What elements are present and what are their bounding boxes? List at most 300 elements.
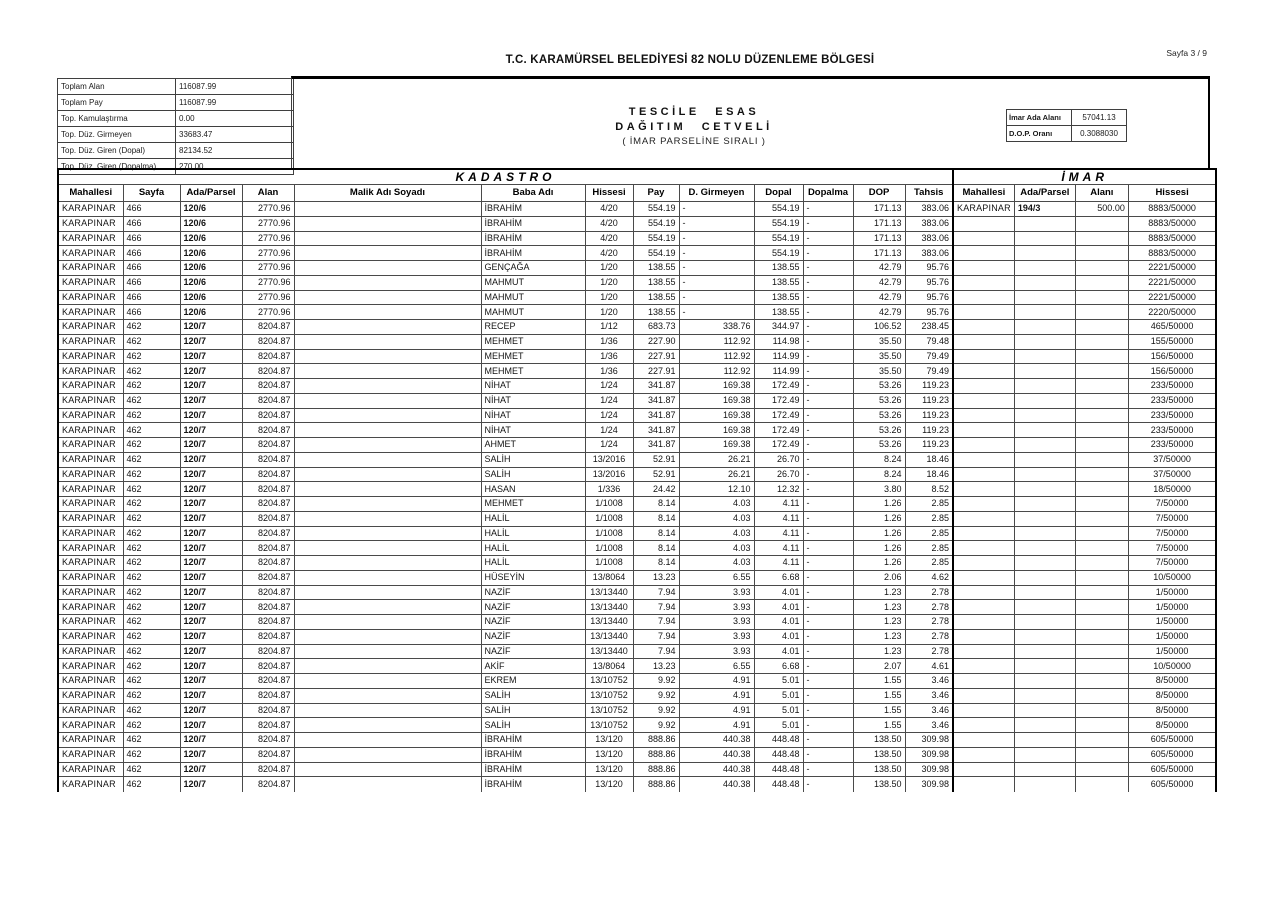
- summary-value: 116087.99: [176, 95, 294, 111]
- table-cell: [1075, 585, 1128, 600]
- table-cell: İBRAHİM: [481, 246, 585, 261]
- table-cell: 6.55: [679, 659, 754, 674]
- table-cell: 120/7: [180, 467, 242, 482]
- table-cell: [1014, 320, 1075, 335]
- table-cell: KARAPINAR: [58, 541, 123, 556]
- table-cell: KARAPINAR: [58, 231, 123, 246]
- table-cell: [294, 644, 481, 659]
- table-cell: -: [803, 438, 853, 453]
- table-cell: 13/10752: [585, 703, 633, 718]
- table-cell: 2770.96: [242, 246, 294, 261]
- table-cell: 138.55: [633, 275, 679, 290]
- table-cell: KARAPINAR: [58, 703, 123, 718]
- table-cell: KARAPINAR: [58, 526, 123, 541]
- table-cell: 462: [123, 674, 180, 689]
- table-cell: [1014, 526, 1075, 541]
- table-cell: 8/50000: [1128, 718, 1216, 733]
- table-cell: [294, 231, 481, 246]
- table-row: [58, 246, 1216, 261]
- table-cell: 440.38: [679, 762, 754, 777]
- table-cell: 448.48: [754, 762, 803, 777]
- table-row: [58, 334, 1216, 349]
- table-cell: -: [803, 659, 853, 674]
- table-cell: 114.99: [754, 349, 803, 364]
- column-header: Malik Adı Soyadı: [294, 185, 481, 202]
- table-cell: 1/20: [585, 290, 633, 305]
- table-cell: 1.26: [853, 526, 905, 541]
- table-row: [58, 541, 1216, 556]
- table-cell: NAZİF: [481, 585, 585, 600]
- table-cell: [953, 261, 1014, 276]
- table-cell: 1/24: [585, 379, 633, 394]
- table-cell: [953, 718, 1014, 733]
- table-cell: [294, 320, 481, 335]
- table-cell: NAZİF: [481, 629, 585, 644]
- table-cell: 8204.87: [242, 541, 294, 556]
- table-cell: [1075, 511, 1128, 526]
- table-cell: KARAPINAR: [58, 733, 123, 748]
- table-cell: [1075, 541, 1128, 556]
- table-cell: 95.76: [905, 305, 953, 320]
- table-cell: 120/7: [180, 644, 242, 659]
- table-cell: 338.76: [679, 320, 754, 335]
- table-cell: [294, 526, 481, 541]
- table-cell: [1014, 334, 1075, 349]
- table-cell: 462: [123, 364, 180, 379]
- table-cell: -: [803, 703, 853, 718]
- table-cell: 1.23: [853, 600, 905, 615]
- table-cell: 8204.87: [242, 703, 294, 718]
- table-cell: NAZİF: [481, 644, 585, 659]
- table-cell: -: [803, 452, 853, 467]
- table-cell: 466: [123, 202, 180, 217]
- table-cell: 554.19: [633, 231, 679, 246]
- table-cell: -: [803, 629, 853, 644]
- table-cell: 1/24: [585, 423, 633, 438]
- table-cell: 4.11: [754, 526, 803, 541]
- table-cell: [1014, 364, 1075, 379]
- table-cell: 12.32: [754, 482, 803, 497]
- table-cell: İBRAHİM: [481, 216, 585, 231]
- table-cell: [294, 364, 481, 379]
- summary-row: [58, 143, 294, 159]
- table-cell: -: [803, 541, 853, 556]
- table-cell: [294, 659, 481, 674]
- table-row: [58, 688, 1216, 703]
- table-cell: 8883/50000: [1128, 216, 1216, 231]
- table-cell: [1014, 290, 1075, 305]
- table-cell: 119.23: [905, 438, 953, 453]
- table-cell: 5.01: [754, 718, 803, 733]
- table-cell: 53.26: [853, 408, 905, 423]
- table-cell: KARAPINAR: [58, 644, 123, 659]
- table-cell: 888.86: [633, 747, 679, 762]
- table-cell: NİHAT: [481, 393, 585, 408]
- table-cell: [1014, 511, 1075, 526]
- table-cell: -: [679, 275, 754, 290]
- table-cell: 120/7: [180, 438, 242, 453]
- dop-orani-value: 0.3088030: [1072, 126, 1127, 142]
- table-cell: [1075, 526, 1128, 541]
- table-cell: 8204.87: [242, 718, 294, 733]
- table-cell: 7.94: [633, 644, 679, 659]
- table-cell: [1075, 777, 1128, 792]
- table-cell: 383.06: [905, 216, 953, 231]
- table-cell: 4.11: [754, 511, 803, 526]
- table-cell: 8204.87: [242, 438, 294, 453]
- table-cell: 554.19: [754, 246, 803, 261]
- summary-table-body: [58, 79, 294, 175]
- table-cell: 120/6: [180, 305, 242, 320]
- table-cell: 1.26: [853, 497, 905, 512]
- table-cell: [1075, 467, 1128, 482]
- table-row: [58, 231, 1216, 246]
- table-cell: [294, 585, 481, 600]
- table-cell: 8204.87: [242, 379, 294, 394]
- summary-value: 82134.52: [176, 143, 294, 159]
- table-cell: 233/50000: [1128, 379, 1216, 394]
- table-cell: -: [803, 423, 853, 438]
- table-cell: 120/7: [180, 762, 242, 777]
- table-cell: 8204.87: [242, 556, 294, 571]
- table-cell: 7.94: [633, 600, 679, 615]
- table-cell: 2.85: [905, 556, 953, 571]
- table-cell: 605/50000: [1128, 777, 1216, 792]
- table-row: [58, 570, 1216, 585]
- table-cell: [1075, 556, 1128, 571]
- table-cell: [1014, 467, 1075, 482]
- subtitle-line-3: ( İMAR PARSELİNE SIRALI ): [622, 136, 766, 147]
- table-cell: [1075, 438, 1128, 453]
- table-row: [58, 703, 1216, 718]
- table-cell: 2770.96: [242, 275, 294, 290]
- table-cell: 8.24: [853, 467, 905, 482]
- table-cell: 440.38: [679, 747, 754, 762]
- table-cell: 8204.87: [242, 364, 294, 379]
- table-cell: KARAPINAR: [58, 497, 123, 512]
- table-cell: KARAPINAR: [58, 305, 123, 320]
- table-cell: [1014, 733, 1075, 748]
- table-cell: 462: [123, 334, 180, 349]
- table-cell: -: [803, 482, 853, 497]
- table-cell: 18/50000: [1128, 482, 1216, 497]
- table-cell: KARAPINAR: [58, 349, 123, 364]
- table-cell: [953, 615, 1014, 630]
- table-cell: 95.76: [905, 261, 953, 276]
- table-row: [58, 423, 1216, 438]
- table-cell: 12.10: [679, 482, 754, 497]
- table-cell: 888.86: [633, 762, 679, 777]
- table-cell: 172.49: [754, 423, 803, 438]
- table-cell: 341.87: [633, 393, 679, 408]
- table-cell: 466: [123, 231, 180, 246]
- table-cell: MAHMUT: [481, 275, 585, 290]
- table-cell: 462: [123, 688, 180, 703]
- table-cell: [953, 408, 1014, 423]
- table-cell: [1075, 408, 1128, 423]
- table-cell: 462: [123, 733, 180, 748]
- table-cell: -: [803, 570, 853, 585]
- table-cell: 114.98: [754, 334, 803, 349]
- table-cell: 4.01: [754, 629, 803, 644]
- table-cell: MEHMET: [481, 334, 585, 349]
- table-cell: 1/50000: [1128, 644, 1216, 659]
- table-cell: -: [679, 261, 754, 276]
- table-row: [58, 747, 1216, 762]
- table-cell: 120/7: [180, 452, 242, 467]
- table-cell: 10/50000: [1128, 659, 1216, 674]
- table-cell: 13/10752: [585, 718, 633, 733]
- table-cell: 2770.96: [242, 216, 294, 231]
- table-cell: [1014, 718, 1075, 733]
- table-cell: 2770.96: [242, 202, 294, 217]
- table-cell: 9.92: [633, 718, 679, 733]
- table-cell: SALİH: [481, 688, 585, 703]
- table-cell: 120/7: [180, 423, 242, 438]
- table-cell: [953, 379, 1014, 394]
- table-cell: -: [803, 202, 853, 217]
- table-cell: -: [803, 585, 853, 600]
- table-cell: 7/50000: [1128, 511, 1216, 526]
- table-cell: [294, 482, 481, 497]
- table-cell: 500.00: [1075, 202, 1128, 217]
- table-cell: 1.26: [853, 511, 905, 526]
- table-cell: [1014, 570, 1075, 585]
- table-cell: 1/1008: [585, 541, 633, 556]
- subtitle-line-2: DAĞITIM CETVELİ: [615, 121, 773, 133]
- table-cell: [1075, 570, 1128, 585]
- table-cell: 462: [123, 393, 180, 408]
- table-cell: 554.19: [633, 246, 679, 261]
- table-row: [58, 379, 1216, 394]
- table-cell: 18.46: [905, 452, 953, 467]
- table-cell: 466: [123, 290, 180, 305]
- table-cell: 138.55: [633, 261, 679, 276]
- table-cell: [1075, 246, 1128, 261]
- table-cell: 8.14: [633, 497, 679, 512]
- table-cell: 120/7: [180, 393, 242, 408]
- distribution-table: [57, 168, 1217, 792]
- table-cell: [294, 718, 481, 733]
- table-cell: 233/50000: [1128, 438, 1216, 453]
- table-cell: [953, 747, 1014, 762]
- kadastro-group-header: KADASTRO: [58, 169, 953, 185]
- table-cell: 8883/50000: [1128, 231, 1216, 246]
- table-cell: 2770.96: [242, 305, 294, 320]
- table-cell: 3.93: [679, 585, 754, 600]
- table-cell: [1014, 541, 1075, 556]
- table-cell: 138.55: [754, 305, 803, 320]
- subtitle-line-1: TESCİLE ESAS: [628, 106, 760, 118]
- table-cell: İBRAHİM: [481, 777, 585, 792]
- table-cell: [1075, 423, 1128, 438]
- table-cell: 1/20: [585, 275, 633, 290]
- table-cell: 1/24: [585, 438, 633, 453]
- table-cell: -: [803, 718, 853, 733]
- table-cell: 2.85: [905, 526, 953, 541]
- table-cell: [1075, 393, 1128, 408]
- column-header-row: [58, 185, 1216, 202]
- table-cell: 8883/50000: [1128, 202, 1216, 217]
- table-cell: İBRAHİM: [481, 762, 585, 777]
- table-cell: 42.79: [853, 290, 905, 305]
- table-cell: [953, 216, 1014, 231]
- table-cell: 3.93: [679, 644, 754, 659]
- table-cell: [1075, 349, 1128, 364]
- table-cell: 8/50000: [1128, 703, 1216, 718]
- table-cell: 7.94: [633, 585, 679, 600]
- table-cell: 26.21: [679, 467, 754, 482]
- table-cell: -: [803, 393, 853, 408]
- table-cell: 120/6: [180, 261, 242, 276]
- table-cell: 4.03: [679, 511, 754, 526]
- imar-info-table: [1006, 109, 1127, 142]
- table-cell: 4.01: [754, 644, 803, 659]
- table-cell: SALİH: [481, 718, 585, 733]
- table-cell: 10/50000: [1128, 570, 1216, 585]
- table-cell: 3.93: [679, 600, 754, 615]
- table-cell: 341.87: [633, 438, 679, 453]
- table-cell: [1014, 659, 1075, 674]
- table-cell: RECEP: [481, 320, 585, 335]
- table-cell: [294, 349, 481, 364]
- table-cell: [953, 674, 1014, 689]
- table-cell: [953, 570, 1014, 585]
- table-cell: -: [803, 320, 853, 335]
- table-cell: 120/7: [180, 570, 242, 585]
- table-cell: 138.55: [633, 290, 679, 305]
- table-cell: 172.49: [754, 393, 803, 408]
- table-cell: 13/10752: [585, 688, 633, 703]
- table-row: [58, 585, 1216, 600]
- summary-label: Top. Kamulaştırma: [58, 111, 176, 127]
- table-cell: 120/7: [180, 600, 242, 615]
- table-cell: 1/50000: [1128, 585, 1216, 600]
- table-cell: 309.98: [905, 762, 953, 777]
- table-cell: [294, 541, 481, 556]
- table-cell: KARAPINAR: [953, 202, 1014, 217]
- table-cell: 344.97: [754, 320, 803, 335]
- table-cell: 5.01: [754, 674, 803, 689]
- dop-orani-label: D.O.P. Oranı: [1007, 126, 1072, 142]
- table-cell: 171.13: [853, 246, 905, 261]
- table-cell: 462: [123, 408, 180, 423]
- table-cell: 4.91: [679, 703, 754, 718]
- table-cell: 138.50: [853, 747, 905, 762]
- table-cell: [294, 261, 481, 276]
- table-cell: 156/50000: [1128, 364, 1216, 379]
- table-cell: 13/13440: [585, 615, 633, 630]
- table-cell: KARAPINAR: [58, 659, 123, 674]
- table-cell: -: [803, 275, 853, 290]
- table-cell: 120/7: [180, 482, 242, 497]
- table-cell: KARAPINAR: [58, 290, 123, 305]
- table-cell: [953, 275, 1014, 290]
- table-cell: 383.06: [905, 231, 953, 246]
- table-cell: 106.52: [853, 320, 905, 335]
- table-cell: 341.87: [633, 379, 679, 394]
- table-cell: [1014, 275, 1075, 290]
- table-cell: NAZİF: [481, 615, 585, 630]
- table-cell: KARAPINAR: [58, 452, 123, 467]
- table-cell: 4.03: [679, 497, 754, 512]
- table-cell: 35.50: [853, 349, 905, 364]
- table-cell: 52.91: [633, 452, 679, 467]
- table-cell: 462: [123, 452, 180, 467]
- table-cell: 462: [123, 467, 180, 482]
- table-cell: [1014, 393, 1075, 408]
- table-cell: 4.91: [679, 718, 754, 733]
- table-cell: 120/6: [180, 231, 242, 246]
- table-cell: [294, 408, 481, 423]
- table-cell: 35.50: [853, 364, 905, 379]
- table-cell: 448.48: [754, 733, 803, 748]
- table-cell: [1075, 334, 1128, 349]
- table-cell: 8204.87: [242, 526, 294, 541]
- table-cell: 462: [123, 629, 180, 644]
- table-cell: [1075, 703, 1128, 718]
- table-cell: 554.19: [754, 231, 803, 246]
- table-cell: 53.26: [853, 379, 905, 394]
- table-cell: KARAPINAR: [58, 261, 123, 276]
- table-cell: 95.76: [905, 275, 953, 290]
- table-cell: KARAPINAR: [58, 334, 123, 349]
- table-cell: -: [803, 467, 853, 482]
- table-cell: 120/7: [180, 718, 242, 733]
- table-cell: İBRAHİM: [481, 231, 585, 246]
- table-cell: -: [803, 364, 853, 379]
- table-cell: [1014, 452, 1075, 467]
- table-cell: [953, 423, 1014, 438]
- table-row: [58, 261, 1216, 276]
- table-cell: [953, 511, 1014, 526]
- table-cell: -: [803, 408, 853, 423]
- table-cell: 8204.87: [242, 482, 294, 497]
- imar-ada-alani-value: 57041.13: [1072, 110, 1127, 126]
- table-cell: 8204.87: [242, 334, 294, 349]
- table-cell: 120/7: [180, 364, 242, 379]
- table-cell: 8204.87: [242, 615, 294, 630]
- table-cell: KARAPINAR: [58, 585, 123, 600]
- table-cell: 120/6: [180, 216, 242, 231]
- table-row: [58, 497, 1216, 512]
- table-cell: 462: [123, 379, 180, 394]
- table-cell: 8204.87: [242, 320, 294, 335]
- table-cell: 8204.87: [242, 600, 294, 615]
- imar-info-row: [1007, 126, 1127, 142]
- table-cell: 554.19: [754, 202, 803, 217]
- column-header: DOP: [853, 185, 905, 202]
- table-cell: -: [803, 349, 853, 364]
- table-cell: -: [679, 216, 754, 231]
- table-cell: 6.68: [754, 659, 803, 674]
- table-cell: 4.03: [679, 526, 754, 541]
- table-cell: 1/1008: [585, 511, 633, 526]
- table-cell: 2.85: [905, 511, 953, 526]
- table-cell: 1/36: [585, 334, 633, 349]
- table-cell: 440.38: [679, 733, 754, 748]
- table-cell: AKİF: [481, 659, 585, 674]
- table-cell: 13.23: [633, 659, 679, 674]
- table-cell: 1/50000: [1128, 600, 1216, 615]
- table-cell: 1.26: [853, 556, 905, 571]
- table-cell: 1.55: [853, 718, 905, 733]
- table-cell: 238.45: [905, 320, 953, 335]
- table-cell: 227.90: [633, 334, 679, 349]
- table-cell: 171.13: [853, 231, 905, 246]
- table-cell: 8204.87: [242, 629, 294, 644]
- table-cell: [1014, 379, 1075, 394]
